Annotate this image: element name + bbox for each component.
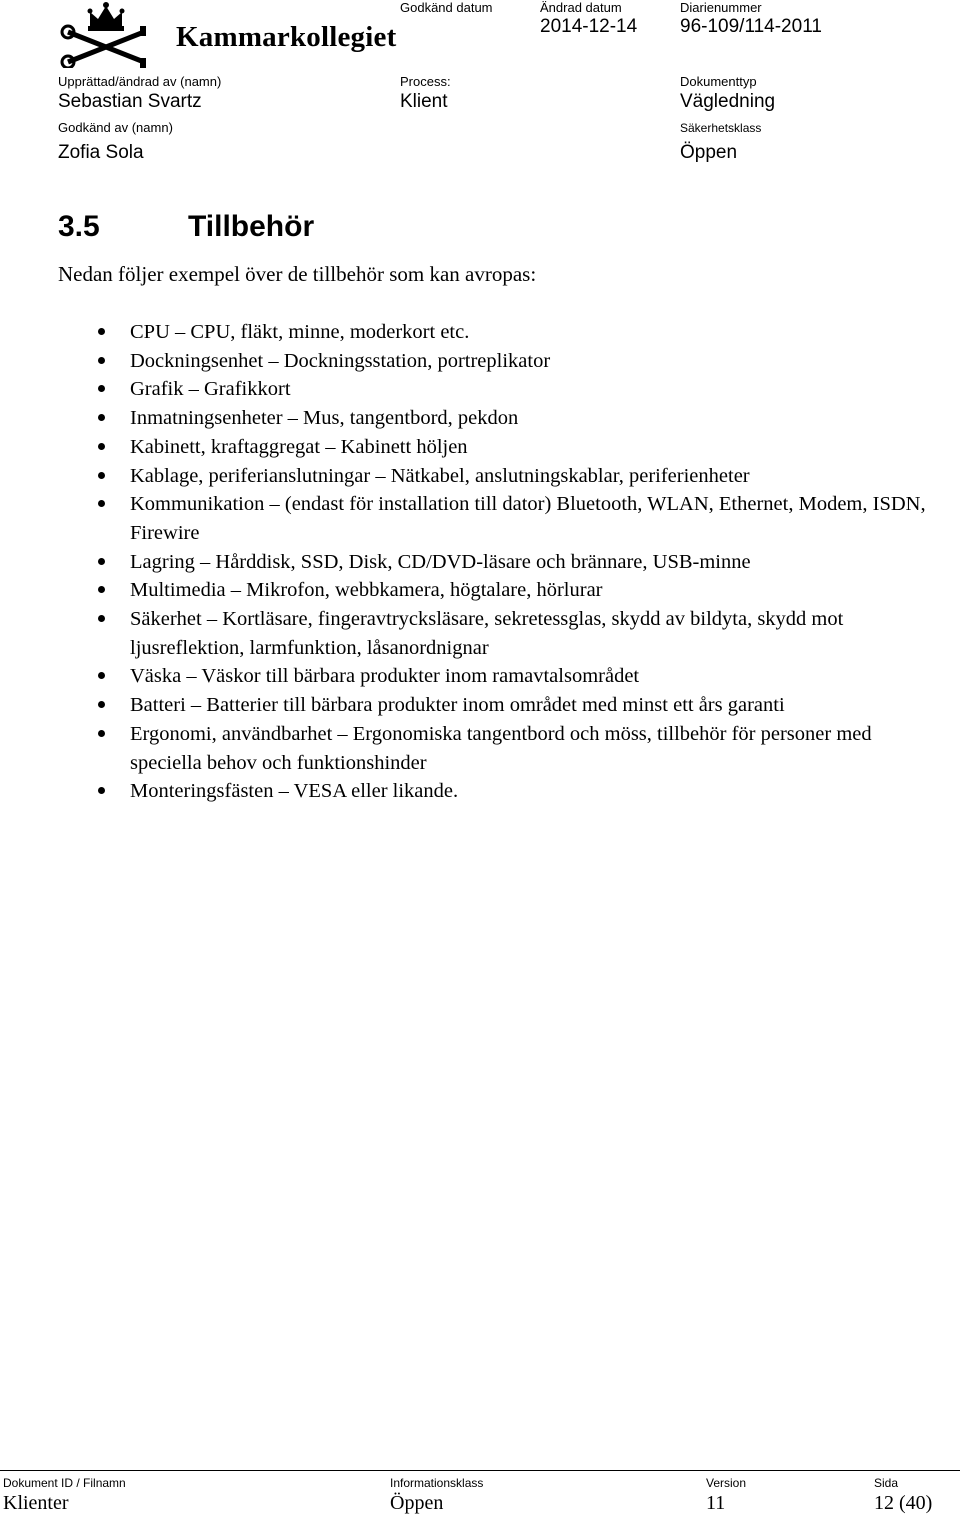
- section-intro: Nedan följer exempel över de tillbehör som kan avropas:: [58, 262, 537, 286]
- dokument-id-label: Dokument ID / Filnamn: [3, 1476, 126, 1490]
- diarienummer-label: Diarienummer: [680, 0, 762, 15]
- section-title: Tillbehör: [188, 210, 315, 243]
- list-item-text: CPU – CPU, fläkt, minne, moderkort etc.: [130, 321, 470, 343]
- list-item: [130, 490, 930, 547]
- list-item-text: Grafik – Grafikkort: [130, 378, 291, 401]
- bullet-icon: [98, 672, 105, 679]
- version-value: 11: [706, 1492, 726, 1514]
- sakerhetsklass-label: Säkerhetsklass: [680, 121, 762, 135]
- list-item-text: Säkerhet – Kortläsare, fingeravtrycksläsare, sekretessglas, skydd av bildyta, skydd mot ljusreflektion, larmfunktion, låsanordnignar: [130, 608, 844, 659]
- process-label: Process:: [400, 74, 451, 89]
- accessory-list: [130, 318, 930, 806]
- bullet-icon: [98, 414, 105, 421]
- list-item: [130, 576, 930, 605]
- process-value: Klient: [400, 91, 448, 112]
- list-item: [130, 720, 930, 777]
- bullet-icon: [98, 558, 105, 565]
- footer-divider: [0, 1470, 960, 1471]
- bullet-icon: [98, 701, 105, 708]
- bullet-icon: [98, 357, 105, 364]
- list-item-text: Monteringsfästen – VESA eller likande.: [130, 780, 459, 803]
- diarienummer-value: 96-109/114-2011: [680, 16, 822, 37]
- list-item: [130, 691, 930, 720]
- kammarkollegiet-logo: [60, 2, 397, 68]
- godkand-av-label: Godkänd av (namn): [58, 120, 173, 135]
- bullet-icon: [98, 328, 105, 335]
- version-label: Version: [706, 1476, 747, 1490]
- list-item: [130, 605, 930, 662]
- sakerhetsklass-value: Öppen: [680, 142, 738, 163]
- upprattad-label: Upprättad/ändrad av (namn): [58, 74, 222, 89]
- list-item-text: Kablage, periferianslutningar – Nätkabel, anslutningskablar, periferienheter: [130, 464, 750, 487]
- crown-keys-emblem-icon: [60, 2, 172, 68]
- list-item-text: Inmatningsenheter – Mus, tangentbord, pekdon: [130, 407, 519, 430]
- list-item: [130, 375, 930, 404]
- list-item: [130, 347, 930, 376]
- list-item: [130, 462, 930, 491]
- sida-value: 12 (40): [874, 1492, 933, 1514]
- andrad-datum-value: 2014-12-14: [540, 16, 638, 37]
- dokument-id-value: Klienter: [3, 1492, 69, 1514]
- list-item: [130, 433, 930, 462]
- godkand-datum-label: Godkänd datum: [400, 0, 493, 15]
- list-item: [130, 777, 930, 806]
- dokumenttyp-value: Vägledning: [680, 91, 776, 112]
- bullet-icon: [98, 615, 105, 622]
- list-item-text: Batteri – Batterier till bärbara produkter inom området med minst ett års garanti: [130, 694, 785, 717]
- bullet-icon: [98, 385, 105, 392]
- list-item-text: Kabinett, kraftaggregat – Kabinett höljen: [130, 435, 468, 458]
- bullet-icon: [98, 730, 105, 737]
- dokumenttyp-label: Dokumenttyp: [680, 74, 757, 89]
- list-item-text: Ergonomi, användbarhet – Ergonomiska tangentbord och möss, tillbehör för personer med speciella behov och funktionshinder: [130, 722, 872, 774]
- bullet-icon: [98, 787, 105, 794]
- list-item: [130, 404, 930, 433]
- list-item-text: Kommunikation – (endast för installation till dator) Bluetooth, WLAN, Ethernet, Modem, ISDN, Firewire: [130, 493, 926, 544]
- bullet-icon: [98, 586, 105, 593]
- list-item: [130, 318, 930, 347]
- bullet-icon: [98, 472, 105, 479]
- bullet-icon: [98, 500, 105, 507]
- sida-label: Sida: [874, 1476, 899, 1490]
- andrad-datum-label: Ändrad datum: [540, 0, 622, 15]
- list-item: [130, 662, 930, 691]
- bullet-icon: [98, 443, 105, 450]
- list-item: [130, 548, 930, 577]
- section-number: 3.5: [58, 210, 100, 243]
- informationsklass-label: Informationsklass: [390, 1476, 484, 1490]
- list-item-text: Dockningsenhet – Dockningsstation, portreplikator: [130, 349, 551, 372]
- list-item-text: Väska – Väskor till bärbara produkter inom ramavtalsområdet: [130, 665, 640, 688]
- list-item-text: Multimedia – Mikrofon, webbkamera, högtalare, hörlurar: [130, 579, 603, 602]
- logo-wordmark: Kammarkollegiet: [176, 21, 397, 53]
- section-heading: [58, 210, 314, 244]
- list-item-text: Lagring – Hårddisk, SSD, Disk, CD/DVD-läsare och brännare, USB-minne: [130, 550, 751, 573]
- godkand-av-value: Zofia Sola: [58, 142, 144, 163]
- informationsklass-value: Öppen: [390, 1492, 444, 1514]
- upprattad-value: Sebastian Svartz: [58, 91, 202, 112]
